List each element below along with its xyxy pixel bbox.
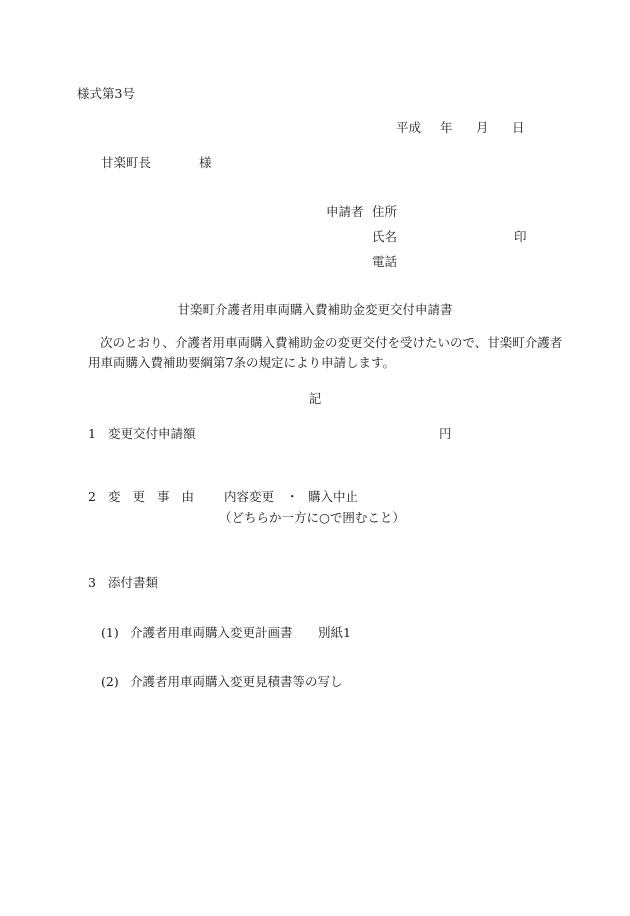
item-2-note: （どちらか一方に○で囲むこと） bbox=[219, 510, 405, 525]
date-era: 平成 bbox=[396, 120, 422, 135]
applicant-phone-label: 電話 bbox=[372, 254, 398, 269]
item-1-label: 変更交付申請額 bbox=[108, 426, 196, 441]
attachment-1-ref: 別紙1 bbox=[318, 625, 351, 640]
item-3-number: 3 bbox=[88, 575, 96, 590]
attachment-2-number: (2) bbox=[101, 674, 119, 689]
document-title: 甘楽町介護者用車両購入費補助金変更交付申請書 bbox=[177, 302, 453, 317]
attachment-2-label: 介護者用車両購入変更見積書等の写し bbox=[130, 674, 343, 689]
item-2-number: 2 bbox=[88, 489, 96, 504]
applicant-address-label: 住所 bbox=[372, 204, 398, 219]
date-line bbox=[396, 119, 525, 137]
item-2-option-purchase-cancel: 購入中止 bbox=[308, 489, 359, 504]
item-1-unit: 円 bbox=[439, 426, 452, 441]
attachment-1-label: 介護者用車両購入変更計画書 bbox=[130, 625, 293, 640]
date-month: 月 bbox=[476, 120, 489, 135]
date-day: 日 bbox=[512, 120, 525, 135]
body-text: 次のとおり、介護者用車両購入費補助金の変更交付を受けたいので、甘楽町介護者用車両購入費補助要綱第7条の規定により申請します。 bbox=[88, 335, 563, 370]
date-year: 年 bbox=[440, 120, 453, 135]
addressee-name: 甘楽町長 bbox=[101, 155, 152, 170]
applicant-label: 申請者 bbox=[326, 204, 364, 219]
item-2-label: 変更事由 bbox=[108, 489, 207, 504]
attachment-1-number: (1) bbox=[101, 625, 119, 640]
addressee-honorific: 様 bbox=[199, 155, 212, 170]
addressee bbox=[101, 154, 212, 172]
ki-heading: 記 bbox=[308, 391, 322, 406]
item-1-number: 1 bbox=[88, 426, 96, 441]
form-number: 様式第3号 bbox=[77, 86, 135, 101]
item-2-separator: ・ bbox=[286, 489, 299, 504]
item-2-option-content-change: 内容変更 bbox=[224, 489, 275, 504]
applicant-name-label: 氏名 bbox=[372, 229, 398, 244]
seal-mark: 印 bbox=[514, 229, 527, 244]
item-3-label: 添付書類 bbox=[108, 575, 159, 590]
